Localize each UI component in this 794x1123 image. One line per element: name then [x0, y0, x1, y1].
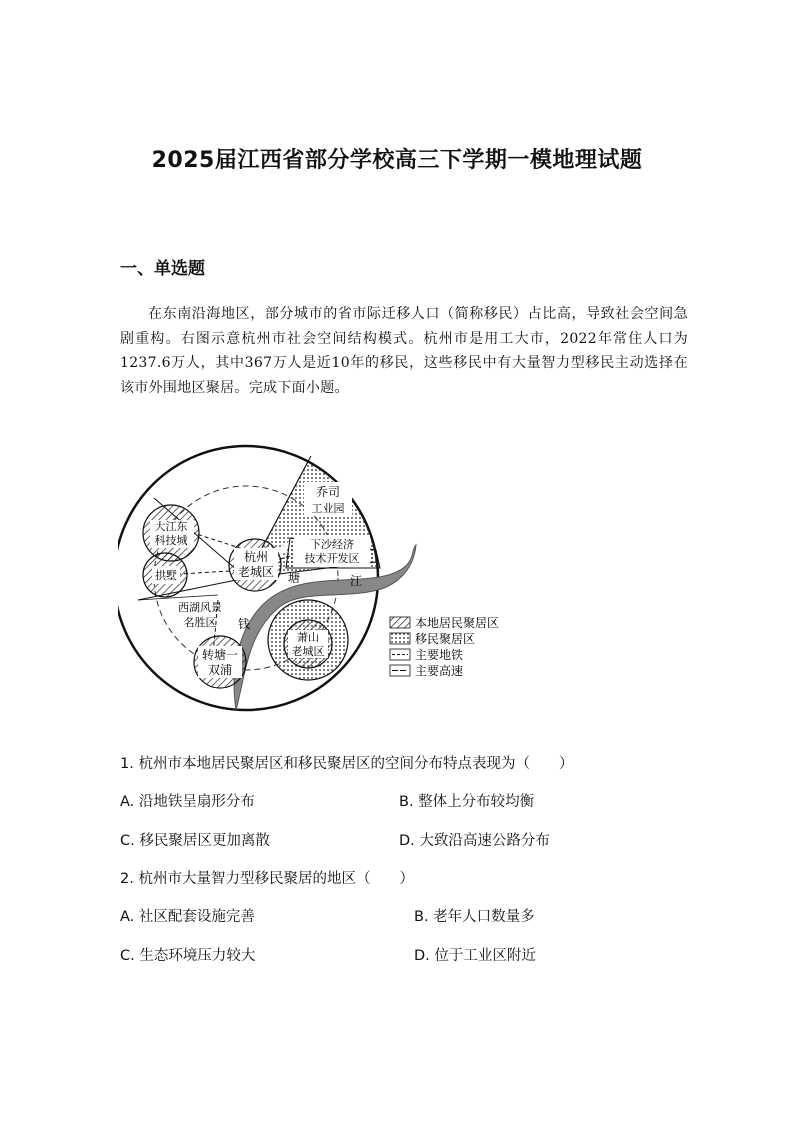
label-xiaoshan-2: 老城区 [291, 645, 325, 658]
map-legend [390, 615, 499, 678]
label-zhuantang-2: 双浦 [207, 663, 233, 677]
label-jiesi: 乔司 [315, 485, 341, 499]
question-1-stem: 1. 杭州市本地居民聚居区和移民聚居区的空间分布特点表现为（ ） [120, 756, 574, 772]
passage: 在东南沿海地区，部分城市的省市际迁移人口（简称移民）占比高，导致社会空间急剧重构。右图示意杭州市社会空间结构模式。杭州市是用工大市，2022年常住人口为1237.6万人，其中367万人是近10年的移民，这些移民中有大量智力型移民主动选择在该市外围地区聚居。完成下面小题。 [120, 306, 688, 396]
label-river-jiang: 江 [350, 574, 363, 588]
legend-highway: 主要高速 [415, 664, 464, 678]
label-dajiang: 大江东 [154, 520, 188, 533]
legend-subway: 主要地铁 [415, 648, 464, 662]
question-2-stem: 2. 杭州市大量智力型移民聚居的地区（ ） [120, 871, 414, 887]
city-structure-map [118, 440, 528, 720]
legend-local: 本地居民聚居区 [415, 616, 500, 630]
label-river-tang: 塘 [288, 571, 301, 585]
label-gongshu: 拱墅 [155, 569, 177, 582]
label-old-city-2: 老城区 [237, 565, 275, 579]
label-zhuantang: 转塘一 [201, 648, 239, 662]
label-jiesi-2: 工业园 [311, 502, 345, 515]
label-xiasha-2: 技术开发区 [304, 552, 360, 565]
q2-option-d[interactable]: D. 位于工业区附近 [414, 948, 536, 964]
label-xiaoshan: 萧山 [297, 631, 319, 644]
legend-migrant: 移民聚居区 [415, 632, 476, 646]
q1-option-a[interactable]: A. 沿地铁呈扇形分布 [120, 794, 255, 810]
label-old-city: 杭州 [243, 550, 269, 564]
label-dajiang-2: 科技城 [154, 534, 188, 547]
label-river-qian: 钱 [238, 617, 251, 631]
page-title: 2025届江西省部分学校高三下学期一模地理试题 [151, 148, 643, 173]
label-xiasha: 下沙经济 [310, 538, 354, 551]
label-xihu-2: 名胜区 [183, 616, 217, 629]
q1-option-d[interactable]: D. 大致沿高速公路分布 [399, 833, 550, 849]
q1-option-b[interactable]: B. 整体上分布较均衡 [399, 794, 535, 810]
q2-option-a[interactable]: A. 社区配套设施完善 [120, 909, 255, 925]
q1-option-c[interactable]: C. 移民聚居区更加离散 [120, 833, 270, 849]
label-xihu: 西湖风景 [178, 601, 222, 614]
q2-option-c[interactable]: C. 生态环境压力较大 [120, 948, 256, 964]
section-heading: 一、单选题 [120, 259, 205, 279]
q2-option-b[interactable]: B. 老年人口数量多 [414, 909, 535, 925]
